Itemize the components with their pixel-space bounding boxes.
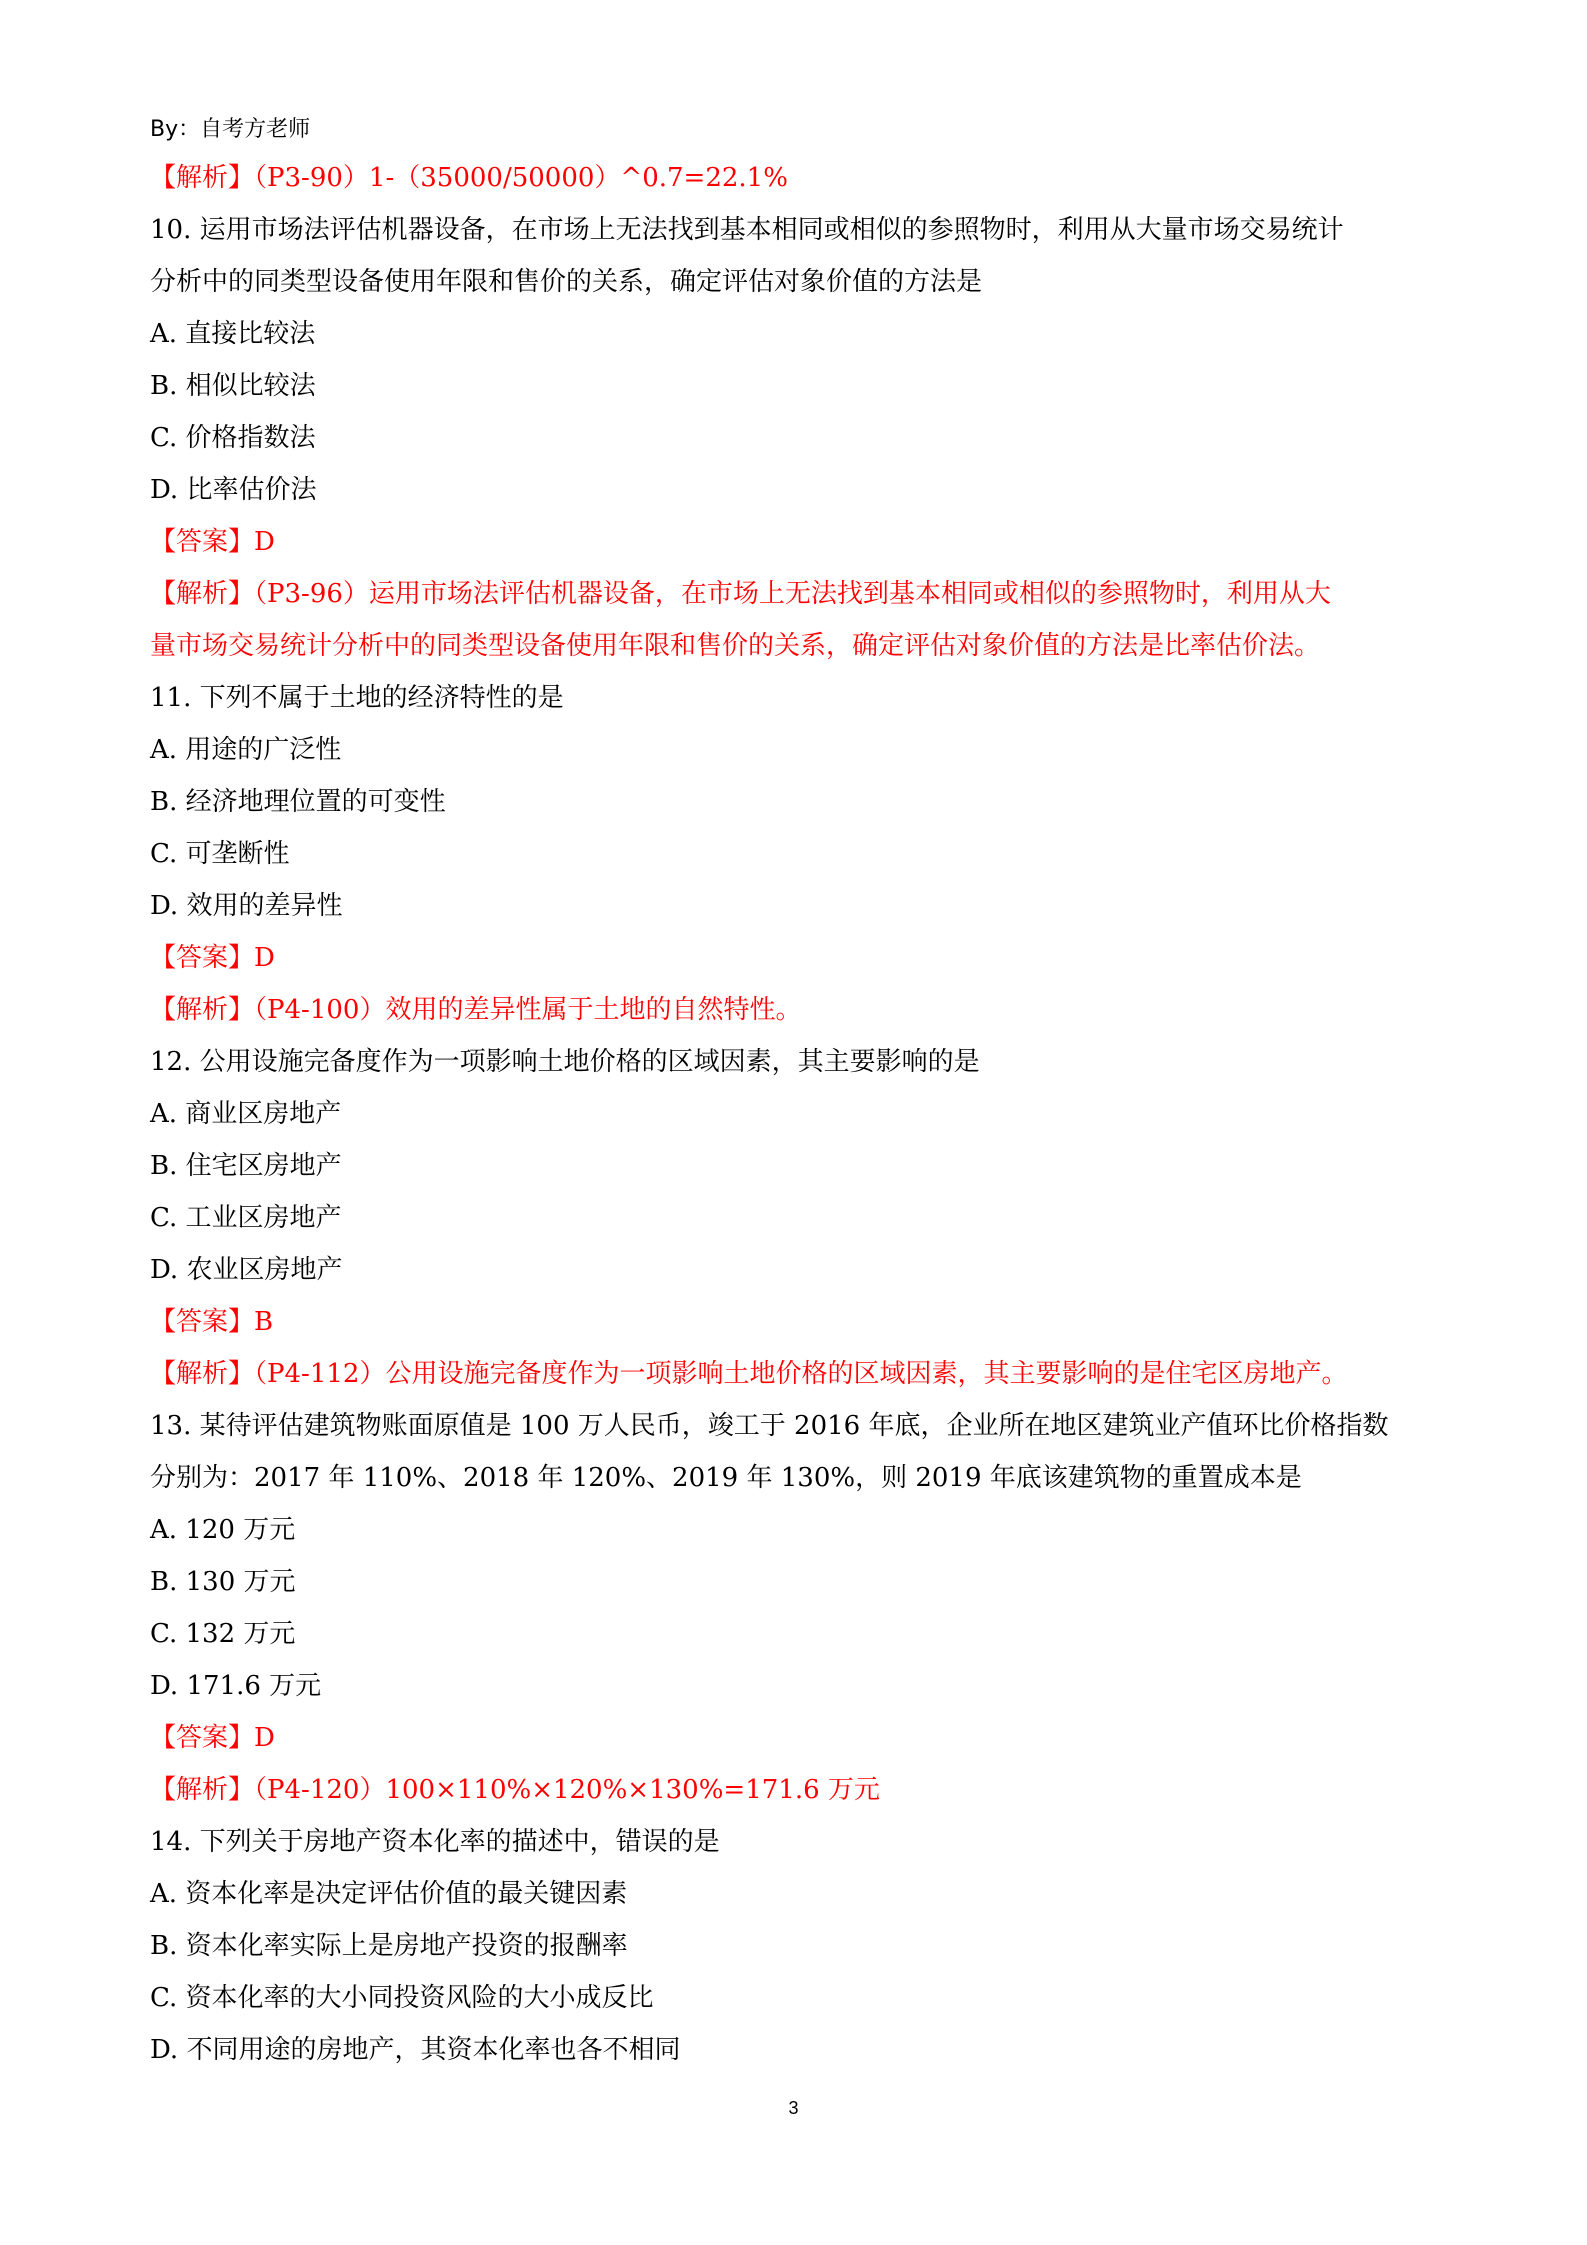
question-10-stem: 10. 运用市场法评估机器设备，在市场上无法找到基本相同或相似的参照物时，利用从大量市场交易统计 xyxy=(150,215,1344,245)
question-14-option-a: A. 资本化率是决定评估价值的最关键因素 xyxy=(150,1879,628,1909)
question-13-option-a: A. 120 万元 xyxy=(150,1515,296,1545)
question-11-option-d: D. 效用的差异性 xyxy=(150,891,343,921)
question-10-option-b: B. 相似比较法 xyxy=(150,371,316,401)
question-14-option-b: B. 资本化率实际上是房地产投资的报酬率 xyxy=(150,1931,628,1961)
question-12-option-c: C. 工业区房地产 xyxy=(150,1203,342,1233)
question-10-option-d: D. 比率估价法 xyxy=(150,475,317,505)
question-10-answer: 【答案】D xyxy=(150,527,275,557)
question-11-answer: 【答案】D xyxy=(150,943,275,973)
question-10-analysis-cont: 量市场交易统计分析中的同类型设备使用年限和售价的关系，确定评估对象价值的方法是比率估价法。 xyxy=(150,631,1321,661)
question-11-option-c: C. 可垄断性 xyxy=(150,839,290,869)
question-11-option-b: B. 经济地理位置的可变性 xyxy=(150,787,446,817)
question-10-stem-cont: 分析中的同类型设备使用年限和售价的关系，确定评估对象价值的方法是 xyxy=(150,267,983,297)
question-11-stem: 11. 下列不属于土地的经济特性的是 xyxy=(150,683,564,713)
question-14-stem: 14. 下列关于房地产资本化率的描述中，错误的是 xyxy=(150,1827,720,1857)
question-13-stem-cont: 分别为：2017 年 110%、2018 年 120%、2019 年 130%，则 2019 年底该建筑物的重置成本是 xyxy=(150,1463,1302,1493)
question-13-option-c: C. 132 万元 xyxy=(150,1619,296,1649)
question-10-option-a: A. 直接比较法 xyxy=(150,319,316,349)
question-12-answer: 【答案】B xyxy=(150,1307,274,1337)
question-13-answer: 【答案】D xyxy=(150,1723,275,1753)
page-number: 3 xyxy=(788,2098,799,2118)
question-12-analysis: 【解析】（P4-112）公用设施完备度作为一项影响土地价格的区域因素，其主要影响的是住宅区房地产。 xyxy=(150,1359,1348,1389)
question-12-option-a: A. 商业区房地产 xyxy=(150,1099,342,1129)
question-12-option-d: D. 农业区房地产 xyxy=(150,1255,343,1285)
question-10-analysis: 【解析】（P3-96）运用市场法评估机器设备，在市场上无法找到基本相同或相似的参照物时，利用从大 xyxy=(150,579,1331,609)
question-13-analysis: 【解析】（P4-120）100×110%×120%×130%=171.6 万元 xyxy=(150,1775,880,1805)
question-12-option-b: B. 住宅区房地产 xyxy=(150,1151,342,1181)
analysis-line-q9: 【解析】（P3-90）1-（35000/50000）^0.7=22.1% xyxy=(150,163,788,193)
question-10-option-c: C. 价格指数法 xyxy=(150,423,316,453)
question-13-stem: 13. 某待评估建筑物账面原值是 100 万人民币，竣工于 2016 年底，企业所在地区建筑业产值环比价格指数 xyxy=(150,1411,1389,1441)
question-12-stem: 12. 公用设施完备度作为一项影响土地价格的区域因素，其主要影响的是 xyxy=(150,1047,980,1077)
question-11-analysis: 【解析】（P4-100）效用的差异性属于土地的自然特性。 xyxy=(150,995,802,1025)
question-14-option-c: C. 资本化率的大小同投资风险的大小成反比 xyxy=(150,1983,654,2013)
question-14-option-d: D. 不同用途的房地产，其资本化率也各不相同 xyxy=(150,2035,681,2065)
question-11-option-a: A. 用途的广泛性 xyxy=(150,735,342,765)
question-13-option-d: D. 171.6 万元 xyxy=(150,1671,322,1701)
author-header: By：自考方老师 xyxy=(150,117,311,142)
question-13-option-b: B. 130 万元 xyxy=(150,1567,296,1597)
